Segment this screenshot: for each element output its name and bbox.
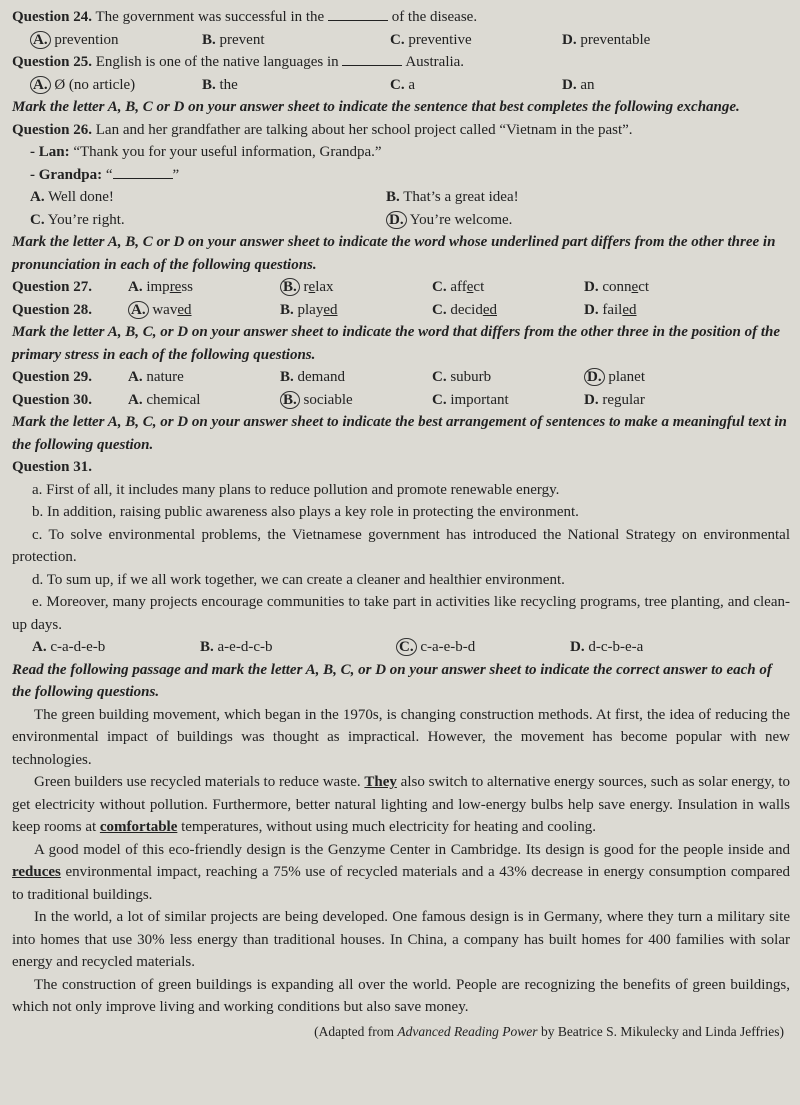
option-letter: A. [32, 639, 47, 655]
word-part: ct [638, 279, 650, 295]
option-letter-circled: D. [386, 211, 407, 229]
underlined-word-reduces: reduces [12, 864, 61, 880]
word-part: ss [181, 279, 194, 295]
sentence-b: b. In addition, raising public awareness also plays a key role in protecting the environment. [32, 504, 579, 520]
option-text: prevention [54, 31, 119, 48]
option-text: the [219, 76, 238, 93]
option-a[interactable] [128, 366, 280, 389]
sentence-d: d. To sum up, if we all work together, we can create a cleaner and healthier environment. [32, 571, 565, 588]
option-letter-circled: A. [30, 76, 51, 94]
question-28 [12, 299, 790, 322]
passage-paragraph-2 [12, 771, 790, 839]
option-a[interactable] [128, 299, 280, 322]
q24-options [12, 29, 790, 52]
option-c[interactable] [432, 389, 584, 412]
sentence-c: c. To solve environmental problems, the Vietnamese government has introduced the National Strategy on environmental protection. [12, 526, 790, 565]
speaker-text: “Thank you for your useful information, Grandpa.” [73, 144, 382, 160]
open-quote: “ [105, 166, 113, 183]
question-number: Question 26. [12, 121, 93, 138]
question-26 [12, 119, 790, 142]
option-letter: B. [202, 76, 216, 93]
underlined-part: e [308, 279, 316, 295]
answer-blank [113, 164, 173, 179]
source-text: (Adapted from [314, 1023, 398, 1039]
answer-blank [328, 6, 388, 21]
option-text: d-c-b-e-a [588, 639, 644, 655]
option-c[interactable] [390, 29, 562, 52]
option-b[interactable] [280, 299, 432, 322]
option-text: That’s a great idea! [403, 189, 519, 205]
option-text: chemical [146, 391, 201, 408]
option-a[interactable] [30, 186, 386, 209]
option-text: planet [608, 369, 645, 385]
option-b[interactable] [280, 366, 432, 389]
question-stem: The government was successful in the [95, 9, 325, 25]
option-d[interactable] [570, 636, 643, 659]
option-letter: B. [202, 31, 216, 48]
option-d[interactable] [562, 29, 650, 52]
q25-options [12, 74, 790, 97]
underlined-part: ed [482, 301, 497, 318]
option-letter: B. [280, 369, 294, 385]
option-c[interactable] [432, 276, 584, 299]
option-letter: D. [584, 391, 599, 408]
option-text: You’re right. [47, 211, 125, 228]
option-text: a [408, 76, 416, 93]
option-b[interactable] [200, 636, 396, 659]
underlined-part: e [631, 279, 639, 295]
option-letter-circled: D. [584, 368, 605, 386]
word-part: fail [602, 301, 623, 318]
option-d[interactable] [386, 209, 512, 232]
question-number: Question 28. [12, 301, 93, 318]
option-b[interactable] [202, 74, 390, 97]
passage-text: also switch to alternative energy sources, such as solar energy, to get electricity without pollution. Furthermore, better natural lighting and low-energy bulbs help save energy. Insulation in walls keep rooms at [12, 774, 790, 835]
option-letter-circled: A. [30, 31, 51, 49]
question-number: Question 27. [12, 279, 93, 295]
question-number: Question 25. [12, 54, 93, 70]
passage-paragraph-1: The green building movement, which began in the 1970s, is changing construction methods. At first, the idea of reducing the environmental impact of buildings was thought as impractical. However, the movement has become popular with new technologies. [12, 706, 790, 768]
sentence-a: a. First of all, it includes many plans to reduce pollution and promote renewable energy. [32, 481, 560, 498]
option-text: preventable [580, 31, 651, 48]
instruction-stress: Mark the letter A, B, C, or D on your answer sheet to indicate the word that differs from the other three in the position of the primary stress in each of the following questions. [12, 324, 780, 363]
word-part: ct [473, 279, 485, 295]
option-a[interactable] [128, 389, 280, 412]
passage-text: Green builders use recycled materials to reduce waste. [34, 774, 365, 790]
option-text: prevent [219, 31, 265, 48]
speaker-label: - Lan: [30, 144, 70, 160]
underlined-word-they: They [364, 774, 397, 790]
option-letter: C. [432, 369, 447, 385]
question-number: Question 24. [12, 9, 93, 25]
option-text: Well done! [48, 189, 114, 205]
option-text: preventive [408, 31, 472, 48]
option-letter: D. [584, 301, 599, 318]
underlined-part: re [169, 279, 182, 295]
option-a[interactable] [30, 74, 202, 97]
option-letter: D. [570, 639, 585, 655]
passage-text: A good model of this eco-friendly design is the Genzyme Center in Cambridge. Its design is good for the people inside and [34, 841, 790, 858]
option-c[interactable] [432, 299, 584, 322]
question-number: Question 30. [12, 391, 93, 408]
option-a[interactable] [128, 276, 280, 299]
option-text: an [580, 76, 595, 93]
option-letter: C. [390, 31, 405, 48]
passage-source [12, 1021, 790, 1044]
q26-options-row1 [12, 186, 790, 209]
option-letter-circled: B. [280, 278, 300, 296]
option-c[interactable] [396, 636, 570, 659]
option-letter: C. [432, 279, 447, 295]
question-31-number: Question 31. [12, 459, 93, 475]
option-d[interactable] [584, 366, 645, 389]
option-letter-circled: A. [128, 301, 149, 319]
dialogue-grandpa [12, 164, 790, 187]
source-title: Advanced Reading Power [397, 1023, 538, 1039]
option-text: important [450, 391, 509, 408]
passage-paragraph-4: In the world, a lot of similar projects are being developed. One famous design is in Germany, where they turn a military site into homes that use 30% less energy than traditional houses. In China, a company has built homes for 400 families with solar energy and recycled materials. [12, 909, 790, 970]
passage-paragraph-3 [12, 839, 790, 907]
word-part: decid [450, 301, 483, 318]
passage-text: temperatures, without using much electricity for heating and cooling. [177, 819, 596, 835]
option-b[interactable] [280, 389, 432, 412]
instruction-exchange: Mark the letter A, B, C or D on your answer sheet to indicate the sentence that best completes the following exchange. [12, 99, 740, 115]
option-a[interactable] [32, 636, 200, 659]
question-stem-end: of the disease. [391, 9, 478, 25]
option-letter-circled: C. [396, 638, 417, 656]
option-letter: C. [390, 76, 405, 93]
question-stem-end: Australia. [405, 54, 465, 70]
instruction-pronunciation: Mark the letter A, B, C or D on your answer sheet to indicate the word whose underlined part differs from the other three in pronunciation in each of the following questions. [12, 234, 776, 273]
option-text: suburb [450, 369, 492, 385]
underlined-word-comfortable: comfortable [99, 819, 178, 835]
option-letter: C. [432, 301, 447, 318]
option-text: a-e-d-c-b [217, 639, 273, 655]
question-stem: Lan and her grandfather are talking about her school project called “Vietnam in the past”. [95, 121, 633, 138]
word-part: aff [450, 279, 467, 295]
option-text: regular [602, 391, 645, 408]
word-part: conn [602, 279, 632, 295]
option-letter: B. [200, 639, 214, 655]
option-c[interactable] [30, 209, 386, 232]
option-letter-circled: B. [280, 391, 300, 409]
word-part: lax [315, 279, 334, 295]
underlined-part: ed [177, 301, 192, 318]
source-text: by Beatrice S. Mikulecky and Linda Jeffries) [537, 1023, 784, 1039]
question-24 [12, 6, 790, 29]
answer-blank [342, 51, 402, 66]
sentence-e: e. Moreover, many projects encourage communities to take part in activities like recycling programs, tree planting, and clean-up days. [12, 594, 790, 633]
dialogue-lan [12, 141, 790, 164]
question-25 [12, 51, 790, 74]
word-part: r [303, 279, 309, 295]
q26-options-row2 [12, 209, 790, 232]
option-letter: C. [30, 211, 45, 228]
option-c[interactable] [390, 74, 562, 97]
option-letter: B. [386, 189, 400, 205]
speaker-label: - Grandpa: [30, 166, 103, 183]
option-letter: D. [562, 31, 577, 48]
option-d[interactable] [584, 389, 645, 412]
option-c[interactable] [432, 366, 584, 389]
option-text: nature [146, 369, 184, 385]
close-quote: ” [172, 166, 180, 183]
option-d[interactable] [584, 299, 637, 322]
underlined-part: ed [323, 301, 338, 318]
option-b[interactable] [386, 186, 519, 209]
option-text: c-a-d-e-b [50, 639, 106, 655]
word-part: play [297, 301, 324, 318]
question-30 [12, 389, 790, 412]
question-29 [12, 366, 790, 389]
option-a[interactable] [30, 29, 202, 52]
option-letter: B. [280, 301, 294, 318]
option-text: Ø (no article) [54, 76, 136, 93]
q31-options [12, 636, 790, 659]
option-letter: C. [432, 391, 447, 408]
option-text: c-a-e-b-d [420, 639, 476, 655]
option-letter: A. [30, 189, 45, 205]
option-b[interactable] [280, 276, 432, 299]
question-stem: English is one of the native languages in [95, 54, 339, 70]
instruction-arrangement: Mark the letter A, B, C, or D on your answer sheet to indicate the best arrangement of sentences to make a meaningful text in the following question. [12, 414, 787, 453]
option-letter: A. [128, 369, 143, 385]
underlined-part: ed [622, 301, 637, 318]
instruction-reading: Read the following passage and mark the letter A, B, C, or D on your answer sheet to indicate the correct answer to each of the following questions. [12, 661, 772, 700]
option-letter: A. [128, 279, 143, 295]
option-text: demand [297, 369, 345, 385]
option-letter: D. [562, 76, 577, 93]
word-part: wav [152, 301, 178, 318]
option-letter: D. [584, 279, 599, 295]
option-letter: A. [128, 391, 143, 408]
option-text: You’re welcome. [409, 211, 513, 228]
option-b[interactable] [202, 29, 390, 52]
option-d[interactable] [562, 74, 595, 97]
option-text: sociable [303, 391, 353, 408]
passage-paragraph-5: The construction of green buildings is expanding all over the world. People are recognizing the benefits of green buildings, which not only improve living and working conditions but also save money. [12, 976, 790, 1015]
word-part: imp [146, 279, 170, 295]
question-27 [12, 276, 790, 299]
underlined-part: e [466, 279, 474, 295]
question-number: Question 29. [12, 369, 93, 385]
option-d[interactable] [584, 276, 649, 299]
passage-text: environmental impact, reaching a 75% use of recycled materials and a 43% decrease in energy consumption compared to traditional buildings. [12, 864, 790, 903]
